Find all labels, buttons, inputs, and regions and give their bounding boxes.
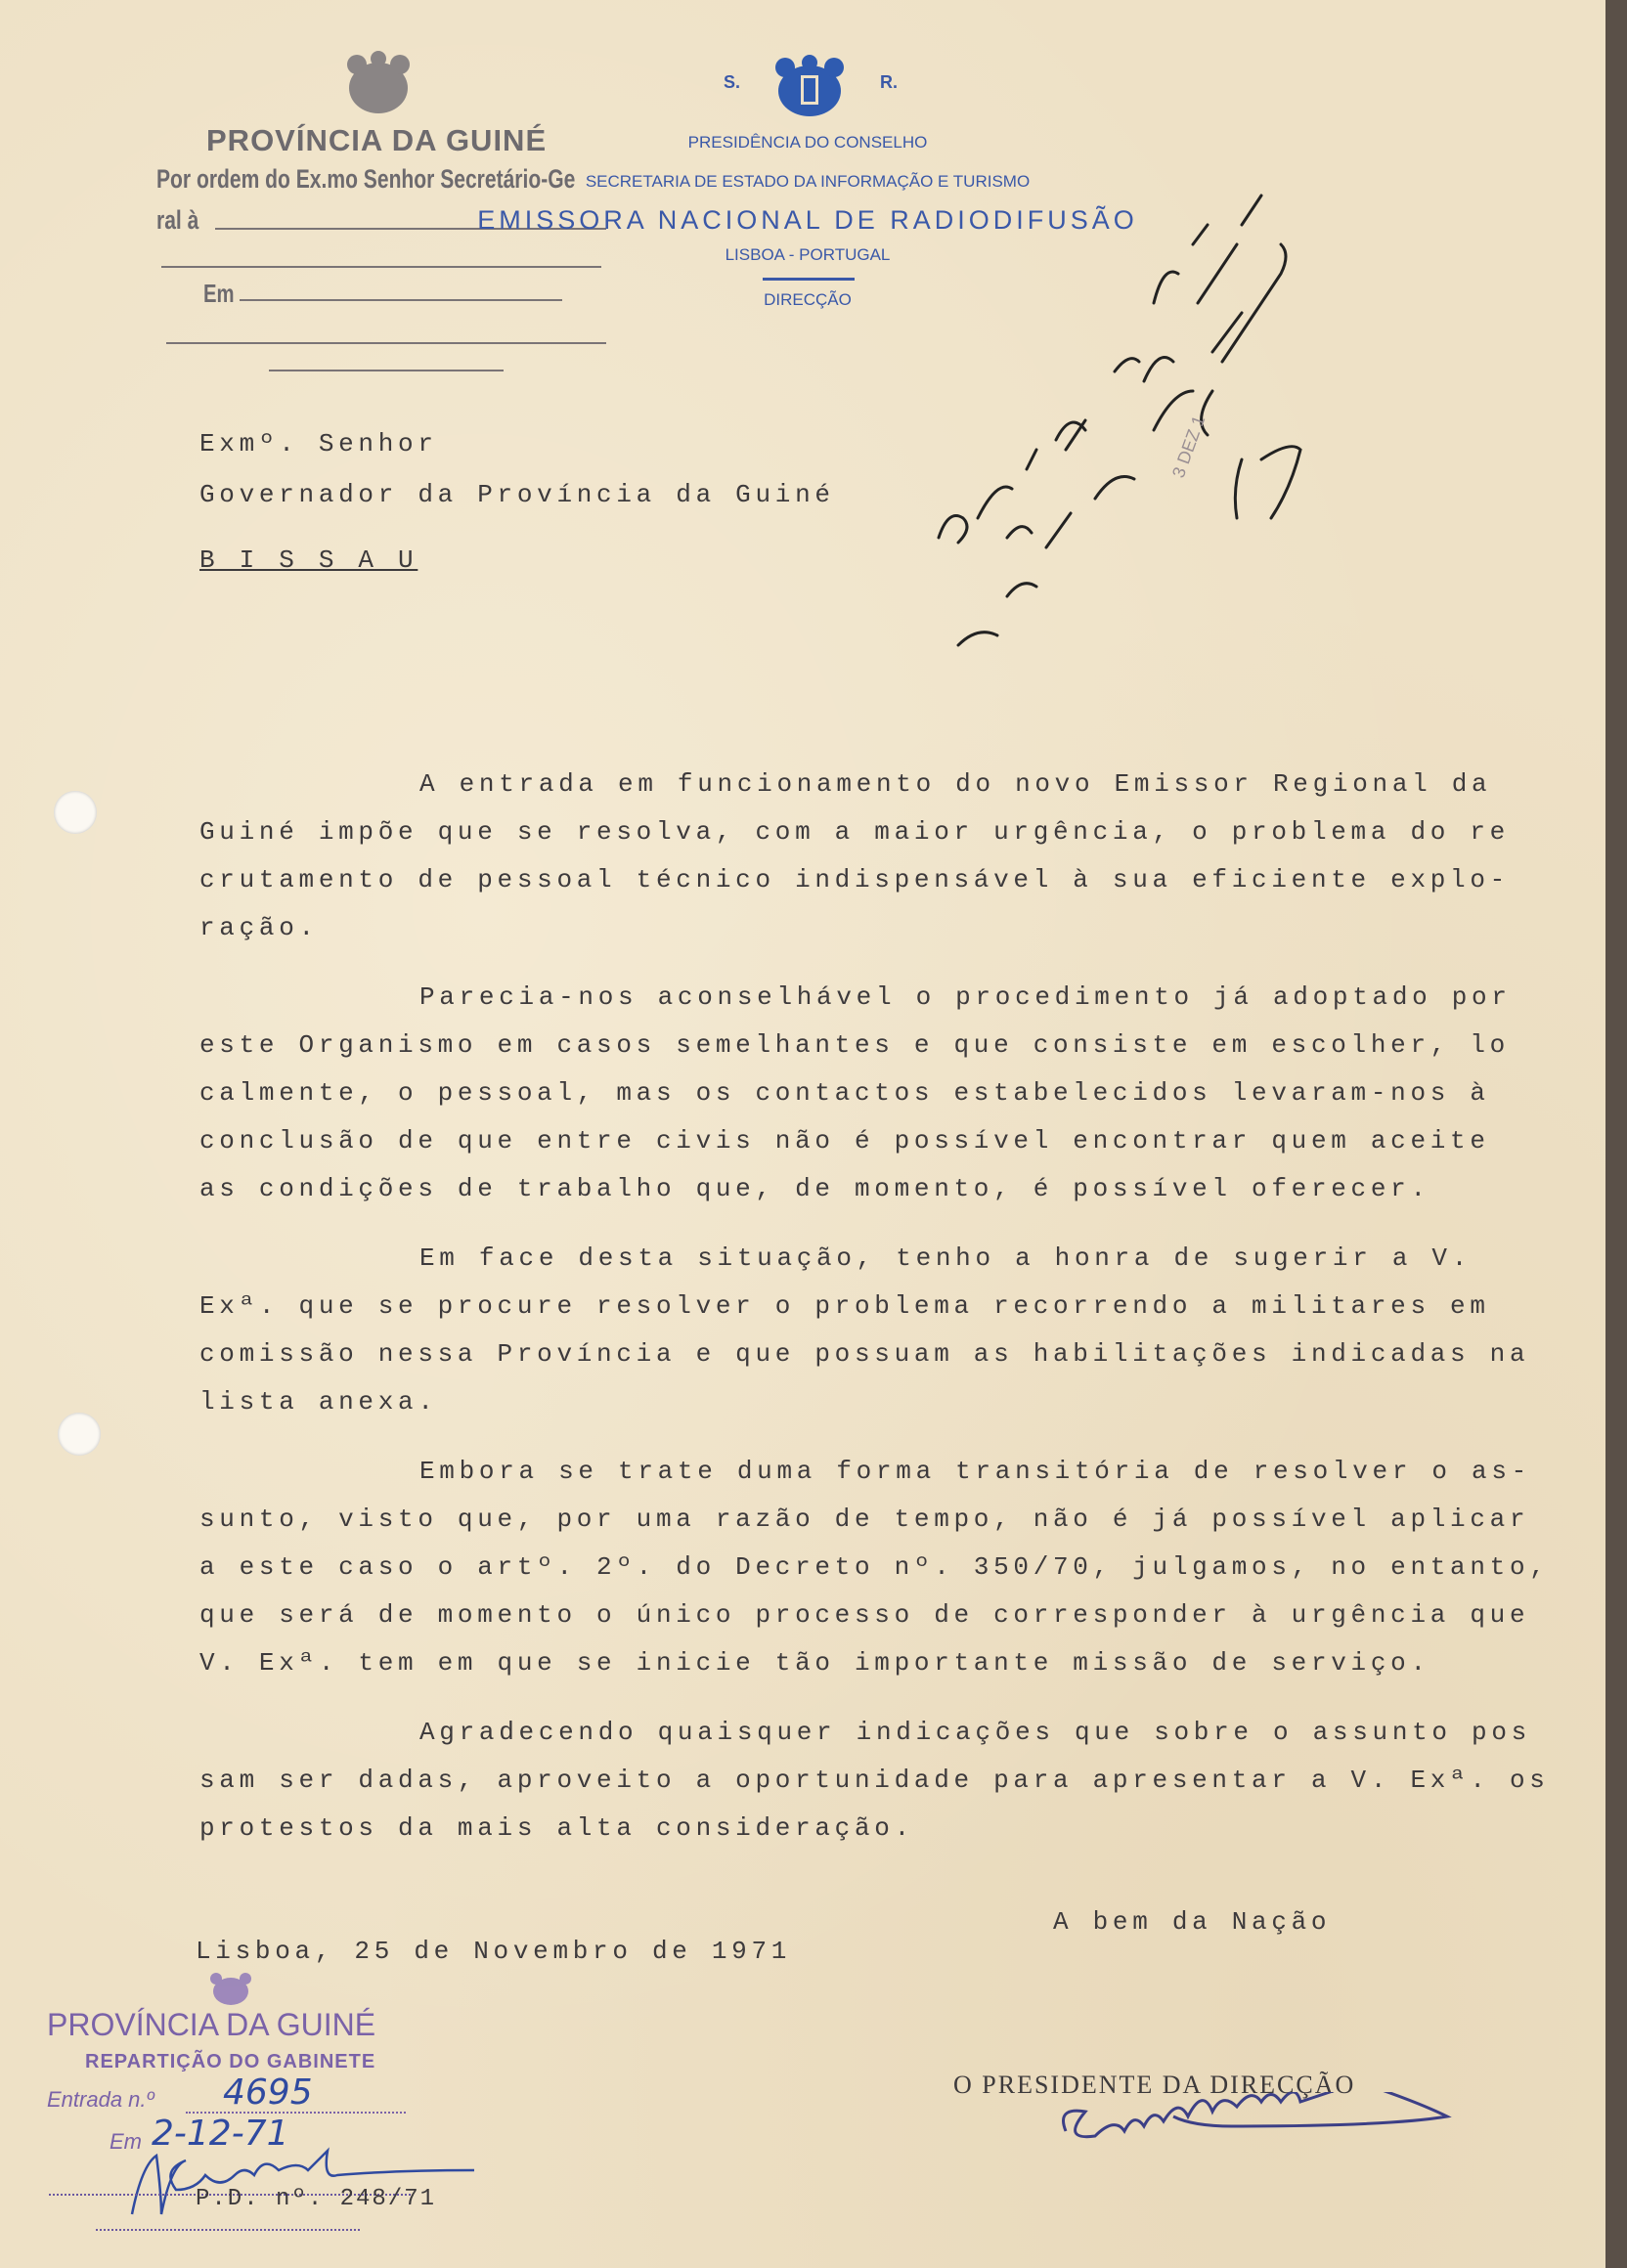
punch-hole xyxy=(58,1413,101,1456)
place-date: Lisboa, 25 de Novembro de 1971 xyxy=(196,1937,792,1966)
routing-line xyxy=(166,342,606,344)
received-date-stamp: 3 DEZ 1 xyxy=(1167,413,1209,481)
routing-stamp-title: PROVÍNCIA DA GUINÉ xyxy=(206,123,548,157)
paragraph-1 xyxy=(199,761,1568,952)
coat-of-arms-emblem-grey xyxy=(337,51,420,124)
body-line: Embora se trate duma forma transitória de resolver o as- xyxy=(419,1457,1531,1486)
entry-stamp-subtitle: REPARTIÇÃO DO GABINETE xyxy=(85,2051,376,2072)
body-line: protestos da mais alta consideração. xyxy=(199,1813,914,1843)
letterhead-secretariat: SECRETARIA DE ESTADO DA INFORMAÇÃO E TURISMO xyxy=(585,172,1031,191)
letterhead-location: LISBOA - PORTUGAL xyxy=(725,245,891,264)
paragraph-3 xyxy=(199,1235,1568,1426)
body-line: lista anexa. xyxy=(199,1387,438,1417)
body-line: comissão nessa Província e que possuam as habilitações indicadas na xyxy=(199,1339,1530,1369)
entry-date: 2-12-71 xyxy=(152,2114,289,2154)
addressee-salutation: Exmº. Senhor xyxy=(199,429,438,458)
closing-motto: A bem da Nação xyxy=(1053,1907,1332,1937)
punch-hole xyxy=(54,791,97,834)
body-line: Agradecendo quaisquer indicações que sobre o assunto pos xyxy=(419,1718,1531,1747)
body-line: a este caso o artº. 2º. do Decreto nº. 350/70, julgamos, no entanto, xyxy=(199,1552,1550,1582)
letterhead-presidency: PRESIDÊNCIA DO CONSELHO xyxy=(687,133,928,152)
entry-date-label: Em xyxy=(110,2129,142,2154)
routing-stamp-line2: ral à xyxy=(156,205,199,235)
body-line: as condições de trabalho que, de momento, é possível oferecer. xyxy=(199,1174,1430,1203)
body-line: este Organismo em casos semelhantes e que consiste em escolher, lo xyxy=(199,1030,1510,1060)
routing-stamp-line3: Em xyxy=(203,279,235,308)
body-line: Parecia-nos aconselhável o procedimento já adoptado por xyxy=(419,982,1512,1012)
letterhead-r: R. xyxy=(880,72,898,92)
letter-body xyxy=(199,761,1568,1874)
entry-number-label: Entrada n.º xyxy=(47,2087,154,2112)
body-line: ração. xyxy=(199,913,319,942)
entry-number: 4695 xyxy=(223,2072,313,2113)
pd-number: P.D. nº. 248/71 xyxy=(196,2186,437,2212)
routing-stamp-line1: Por ordem do Ex.mo Senhor Secretário-Ge xyxy=(156,164,576,194)
letterhead-organization: EMISSORA NACIONAL DE RADIODIFUSÃO xyxy=(477,205,1138,235)
body-line: calmente, o pessoal, mas os contactos estabelecidos levaram-nos à xyxy=(199,1078,1490,1108)
letterhead-s: S. xyxy=(724,72,741,92)
paragraph-4 xyxy=(199,1448,1568,1687)
body-line: V. Exª. tem em que se inicie tão importante missão de serviço. xyxy=(199,1648,1430,1678)
routing-line xyxy=(161,266,601,268)
body-line: conclusão de que entre civis não é possível encontrar quem aceite xyxy=(199,1126,1490,1156)
letterhead-department: DIRECÇÃO xyxy=(764,290,852,309)
body-line: A entrada em funcionamento do novo Emissor Regional da xyxy=(419,769,1492,799)
signature xyxy=(1046,2092,1506,2170)
coat-of-arms-emblem-purple xyxy=(203,1970,258,2007)
body-line: sunto, visto que, por uma razão de tempo, não é já possível aplicar xyxy=(199,1505,1530,1534)
body-line: Guiné impõe que se resolva, com a maior urgência, o problema do re xyxy=(199,817,1510,847)
entry-initials-signature xyxy=(117,2146,489,2224)
body-line: crutamento de pessoal técnico indispensável à sua eficiente explo- xyxy=(199,865,1510,894)
body-line: que será de momento o único processo de corresponder à urgência que xyxy=(199,1600,1530,1630)
body-line: Em face desta situação, tenho a honra de sugerir a V. xyxy=(419,1243,1473,1273)
paragraph-5 xyxy=(199,1709,1568,1853)
addressee-title: Governador da Província da Guiné xyxy=(199,480,835,509)
handwritten-annotation xyxy=(919,127,1349,675)
signatory-title: O PRESIDENTE DA DIRECÇÃO xyxy=(953,2071,1356,2099)
body-line: Exª. que se procure resolver o problema recorrendo a militares em xyxy=(199,1291,1490,1321)
addressee-city: B I S S A U xyxy=(199,545,418,575)
routing-line xyxy=(269,370,504,371)
entry-stamp-line xyxy=(96,2229,360,2231)
coat-of-arms-emblem-blue xyxy=(766,54,854,127)
entry-stamp-title: PROVÍNCIA DA GUINÉ xyxy=(47,2007,376,2042)
letterhead-divider xyxy=(763,278,855,281)
body-line: sam ser dadas, aproveito a oportunidade para apresentar a V. Exª. os xyxy=(199,1766,1550,1795)
paragraph-2 xyxy=(199,974,1568,1213)
